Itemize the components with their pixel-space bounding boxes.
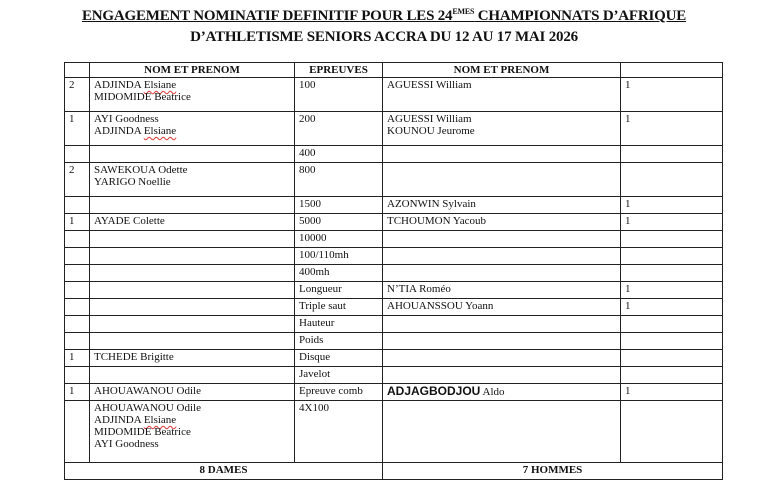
men-count: 1 <box>621 197 723 214</box>
table-row <box>65 214 723 231</box>
men-count <box>621 265 723 282</box>
women-athletes <box>90 231 295 248</box>
document-title-line-1: ENGAGEMENT NOMINATIF DEFINITIF POUR LES 24EMES CHAMPIONNATS D’AFRIQUE <box>81 7 687 24</box>
document-title-line-2: D’ATHLETISME SENIORS ACCRA DU 12 AU 17 MAI 2026 <box>190 29 578 45</box>
men-athletes: N’TIA Roméo <box>383 282 621 299</box>
men-athletes: ADJAGBODJOU Aldo <box>383 384 621 401</box>
event-name: Hauteur <box>295 316 383 333</box>
men-count <box>621 248 723 265</box>
women-athletes: AHOUAWANOU Odile <box>90 384 295 401</box>
women-athletes: TCHEDE Brigitte <box>90 350 295 367</box>
women-athletes: AYADE Colette <box>90 214 295 231</box>
event-name: Disque <box>295 350 383 367</box>
women-count: 1 <box>65 384 90 401</box>
men-athletes <box>383 350 621 367</box>
women-count: 1 <box>65 112 90 146</box>
men-athletes <box>383 316 621 333</box>
men-count <box>621 146 723 163</box>
table-row <box>65 146 723 163</box>
table-row <box>65 112 723 146</box>
men-count <box>621 333 723 350</box>
event-name: 800 <box>295 163 383 197</box>
women-athletes <box>90 265 295 282</box>
men-count: 1 <box>621 384 723 401</box>
men-athletes <box>383 367 621 384</box>
event-header: EPREUVES <box>295 63 383 78</box>
table-row <box>65 78 723 112</box>
women-athletes <box>90 333 295 350</box>
men-athletes <box>383 333 621 350</box>
table-row <box>65 401 723 463</box>
event-name: Triple saut <box>295 299 383 316</box>
table-header-row <box>65 63 723 78</box>
table-row <box>65 333 723 350</box>
women-count <box>65 316 90 333</box>
men-count: 1 <box>621 78 723 112</box>
women-athletes: AHOUAWANOU Odile ADJINDA Elsiane MIDOMIDE Beatrice AYI Goodness <box>90 401 295 463</box>
entries-table <box>64 62 723 480</box>
event-name: Javelot <box>295 367 383 384</box>
women-count <box>65 231 90 248</box>
women-athletes <box>90 367 295 384</box>
women-count <box>65 333 90 350</box>
event-name: 400mh <box>295 265 383 282</box>
men-count: 1 <box>621 214 723 231</box>
men-athletes <box>383 231 621 248</box>
women-athletes: AYI Goodness ADJINDA Elsiane <box>90 112 295 146</box>
men-athletes <box>383 146 621 163</box>
women-athletes <box>90 282 295 299</box>
event-name: Poids <box>295 333 383 350</box>
women-count: 2 <box>65 78 90 112</box>
event-name: 4X100 <box>295 401 383 463</box>
table-row <box>65 265 723 282</box>
women-count: 1 <box>65 214 90 231</box>
women-count <box>65 248 90 265</box>
event-name: Epreuve comb <box>295 384 383 401</box>
men-count <box>621 163 723 197</box>
men-count <box>621 350 723 367</box>
men-athletes <box>383 248 621 265</box>
event-name: 100 <box>295 78 383 112</box>
men-athletes <box>383 265 621 282</box>
women-count: 2 <box>65 163 90 197</box>
men-total: 7 HOMMES <box>383 463 723 480</box>
women-count <box>65 401 90 463</box>
women-athletes <box>90 299 295 316</box>
men-athletes <box>383 401 621 463</box>
men-count <box>621 316 723 333</box>
table-row <box>65 384 723 401</box>
table-row <box>65 163 723 197</box>
table-row <box>65 231 723 248</box>
women-count <box>65 197 90 214</box>
women-name-header: NOM ET PRENOM <box>90 63 295 78</box>
table-row <box>65 197 723 214</box>
table-row <box>65 299 723 316</box>
women-total: 8 DAMES <box>65 463 383 480</box>
men-athletes: AGUESSI William KOUNOU Jeurome <box>383 112 621 146</box>
men-athletes: AHOUANSSOU Yoann <box>383 299 621 316</box>
event-name: Longueur <box>295 282 383 299</box>
table-row <box>65 248 723 265</box>
totals-row <box>65 463 723 480</box>
table-row <box>65 350 723 367</box>
event-name: 5000 <box>295 214 383 231</box>
men-count: 1 <box>621 299 723 316</box>
women-athletes: SAWEKOUA Odette YARIGO Noellie <box>90 163 295 197</box>
event-name: 10000 <box>295 231 383 248</box>
men-athletes: TCHOUMON Yacoub <box>383 214 621 231</box>
table-row <box>65 316 723 333</box>
event-name: 400 <box>295 146 383 163</box>
men-athletes: AGUESSI William <box>383 78 621 112</box>
women-athletes <box>90 146 295 163</box>
men-count-header <box>621 63 723 78</box>
women-count <box>65 265 90 282</box>
men-name-header: NOM ET PRENOM <box>383 63 621 78</box>
women-athletes <box>90 197 295 214</box>
table-row <box>65 367 723 384</box>
women-athletes <box>90 316 295 333</box>
women-count: 1 <box>65 350 90 367</box>
men-count <box>621 367 723 384</box>
men-athletes: AZONWIN Sylvain <box>383 197 621 214</box>
men-count <box>621 401 723 463</box>
women-count-header <box>65 63 90 78</box>
women-athletes: ADJINDA Elsiane MIDOMIDE Beatrice <box>90 78 295 112</box>
men-count <box>621 231 723 248</box>
event-name: 1500 <box>295 197 383 214</box>
women-count <box>65 299 90 316</box>
event-name: 100/110mh <box>295 248 383 265</box>
women-athletes <box>90 248 295 265</box>
men-count: 1 <box>621 282 723 299</box>
event-name: 200 <box>295 112 383 146</box>
men-athletes <box>383 163 621 197</box>
women-count <box>65 146 90 163</box>
table-row <box>65 282 723 299</box>
women-count <box>65 282 90 299</box>
men-count: 1 <box>621 112 723 146</box>
women-count <box>65 367 90 384</box>
superscript-emes: EMES <box>452 7 475 16</box>
